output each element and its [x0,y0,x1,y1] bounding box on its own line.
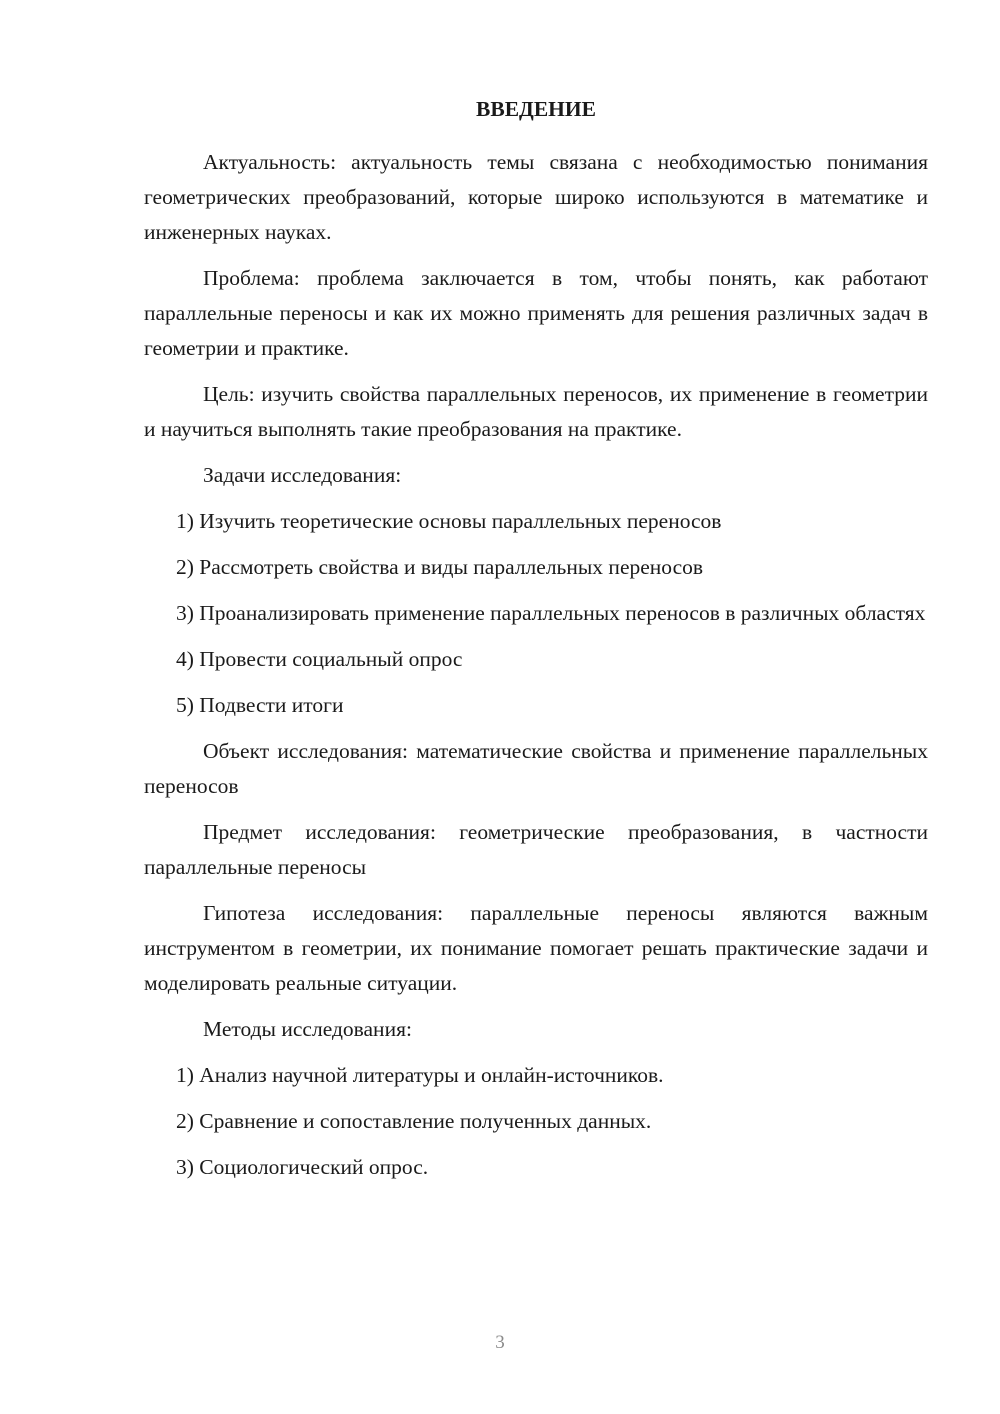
method-item: 3) Социологический опрос. [176,1155,429,1179]
paragraph-subject: Предмет исследования: геометрические преобразования, в частности параллельные переносы [144,820,928,879]
paragraph-hypothesis: Гипотеза исследования: параллельные переносы являются важным инструментом в геометрии, их понимание помогает решать практические задачи и моделировать реальные ситуации. [144,901,928,995]
paragraph-problem: Проблема: проблема заключается в том, чтобы понять, как работают параллельные переносы и как их можно применять для решения различных задач в геометрии и практике. [144,266,928,360]
paragraph-goal: Цель: изучить свойства параллельных переносов, их применение в геометрии и научиться выполнять такие преобразования на практике. [144,382,928,441]
paragraph-methods-title: Методы исследования: [203,1017,412,1041]
paragraph-tasks-title: Задачи исследования: [203,463,402,487]
task-item: 3) Проанализировать применение параллельных переносов в различных областях [176,601,926,625]
task-item: 5) Подвести итоги [176,693,344,717]
method-item: 2) Сравнение и сопоставление полученных данных. [176,1109,652,1133]
page-number: 3 [495,1332,505,1353]
paragraph-object: Объект исследования: математические свойства и применение параллельных переносов [144,739,928,798]
section-heading: ВВЕДЕНИЕ [476,97,596,121]
task-item: 4) Провести социальный опрос [176,647,463,671]
method-item: 1) Анализ научной литературы и онлайн-источников. [176,1063,664,1087]
paragraph-relevance: Актуальность: актуальность темы связана с необходимостью понимания геометрических преобразований, которые широко используются в математике и инженерных науках. [144,150,928,244]
task-item: 1) Изучить теоретические основы параллельных переносов [176,509,722,533]
document-body [144,92,928,1196]
task-item: 2) Рассмотреть свойства и виды параллельных переносов [176,555,704,579]
